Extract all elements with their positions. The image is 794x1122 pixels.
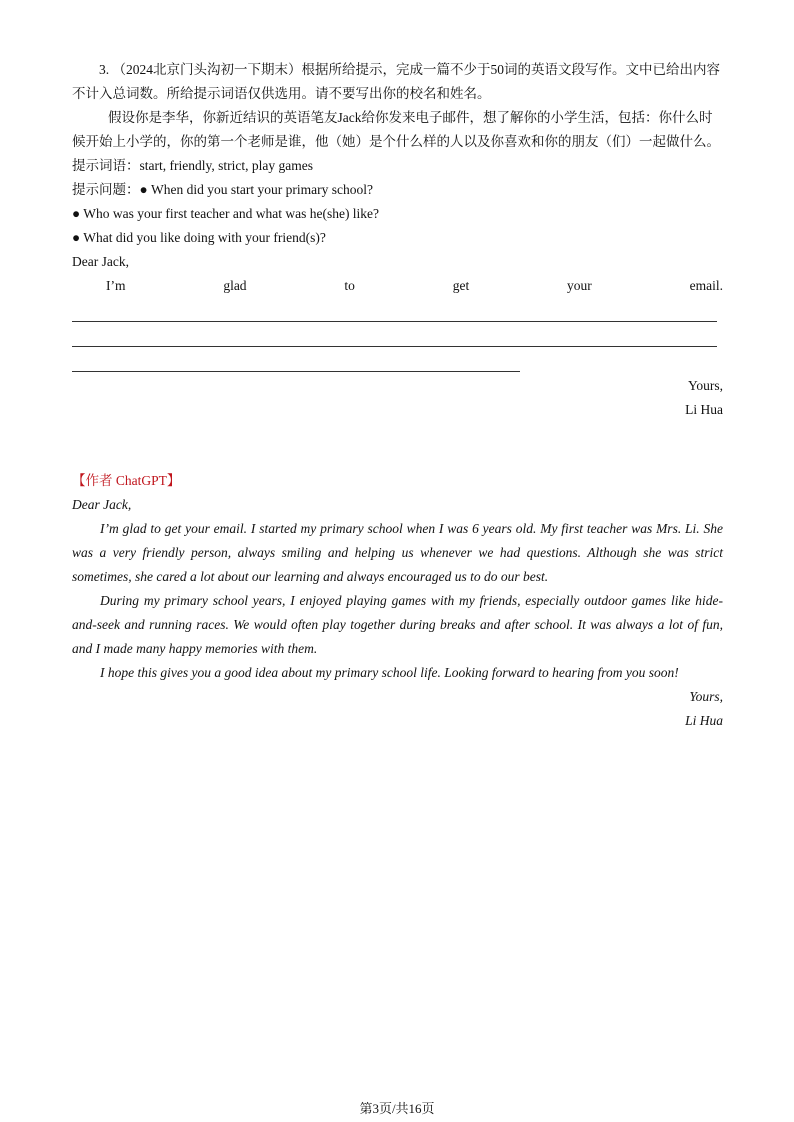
hint-question-2: ● Who was your first teacher and what was he(she) like? <box>72 206 380 221</box>
question-intro: 3. （2024北京门头沟初一下期末）根据所给提示，完成一篇不少于50词的英语文段写作。文中已给出内容不计入总词数。所给提示词语仅供选用。请不要写出你的校名和姓名。 <box>72 62 720 101</box>
opening-word: your <box>567 278 592 293</box>
letter-opening-line <box>72 274 723 298</box>
hint-question-1: 提示问题：● When did you start your primary school? <box>72 182 373 197</box>
opening-word: to <box>344 278 355 293</box>
opening-word: email. <box>689 278 723 293</box>
hint-words: 提示词语：start, friendly, strict, play games <box>72 158 313 173</box>
answer-blank-line <box>72 323 717 347</box>
answer-blank-line <box>72 348 520 372</box>
answer-blank-line <box>72 298 717 322</box>
opening-word: glad <box>223 278 247 293</box>
author-tag: 【作者 ChatGPT】 <box>72 473 181 488</box>
page-number: 第3页/共16页 <box>359 1101 435 1116</box>
question-scenario: 假设你是李华，你新近结识的英语笔友Jack给你发来电子邮件，想了解你的小学生活，包括：你什么时候开始上小学的，你的第一个老师是谁，他（她）是个什么样的人以及你喜欢和你的朋友（们）一起做什么。 <box>72 110 720 149</box>
letter-signature: Li Hua <box>685 402 723 417</box>
letter-closing: Yours, <box>687 378 723 393</box>
hint-question-3: ● What did you like doing with your friend(s)? <box>72 230 326 245</box>
answer-paragraph-2: During my primary school years, I enjoyed playing games with my friends, especially outdoor games like hide-and-seek and running races. We would often play together during breaks and after school. It was always a lot of fun, and I made many happy memories with them. <box>72 593 723 656</box>
letter-greeting: Dear Jack, <box>72 254 129 269</box>
opening-word: get <box>452 278 470 293</box>
answer-paragraph-1: I’m glad to get your email. I started my primary school when I was 6 years old. My first teacher was Mrs. Li. She was a very friendly person, always smiling and helping us whenever we had questions. Although she was strict sometimes, she cared a lot about our learning and always encouraged us to do our best. <box>72 521 723 584</box>
answer-greeting: Dear Jack, <box>72 497 132 512</box>
answer-paragraph-3: I hope this gives you a good idea about my primary school life. Looking forward to hearing from you soon! <box>100 665 679 680</box>
document-page <box>72 58 723 733</box>
answer-signature: Li Hua <box>685 713 723 728</box>
answer-closing: Yours, <box>689 689 723 704</box>
opening-word: I’m <box>106 278 126 293</box>
model-answer <box>72 493 723 733</box>
